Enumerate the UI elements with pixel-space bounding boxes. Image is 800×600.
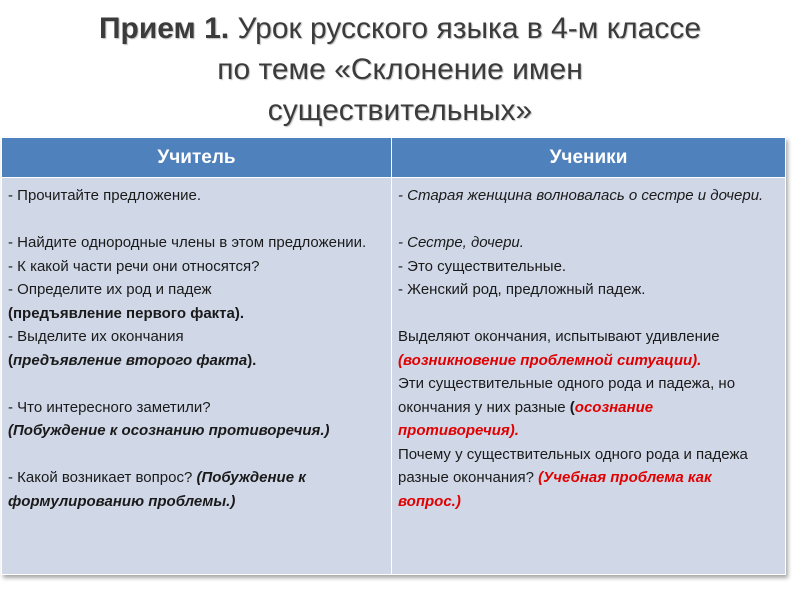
teacher-line-with-note [8, 466, 383, 513]
student-note-red: (Учебная проблема как вопрос.) [398, 469, 712, 510]
student-note-red: осознание противоречия). [398, 398, 654, 439]
spacer [398, 208, 777, 232]
spacer [8, 208, 383, 232]
student-line: - Сестре, дочери. [398, 234, 524, 251]
teacher-line: - Прочитайте предложение. [8, 187, 202, 204]
teacher-line: - Выделите их окончания [8, 328, 184, 345]
title-line-2: по теме «Склонение имен [217, 53, 583, 86]
student-line-with-note [398, 325, 777, 372]
spacer [398, 302, 777, 326]
teacher-line: - Что интересного заметили? [8, 398, 211, 416]
teacher-note: (предъявление первого факта). [8, 304, 245, 322]
students-cell [392, 178, 786, 575]
student-note-red: (возникновение проблемной ситуации). [398, 351, 702, 369]
paren-close: ). [247, 351, 257, 369]
spacer [8, 443, 383, 467]
student-line: - Женский род, предложный падеж. [398, 281, 646, 298]
slide-title [0, 8, 800, 131]
table-header-row [2, 138, 786, 178]
teacher-note: (Побуждение к осознанию противоречия.) [8, 422, 330, 439]
student-line-with-note [398, 443, 777, 514]
lesson-table [1, 137, 786, 575]
paren-open: ( [569, 398, 575, 416]
teacher-note-line [8, 349, 383, 373]
teacher-line: - Какой возникает вопрос? [8, 469, 197, 486]
teacher-line: - Определите их род и падеж [8, 281, 212, 298]
teacher-line: - Найдите однородные члены в этом предложении. [8, 234, 367, 251]
teacher-note: предъявление второго факта [13, 351, 248, 369]
student-line: Выделяют окончания, испытывают удивление [398, 328, 720, 345]
spacer [8, 372, 383, 396]
header-students: Ученики [392, 138, 786, 178]
table-row [2, 178, 786, 575]
student-line: - Старая женщина волновалась о сестре и дочери. [398, 187, 764, 204]
title-line1-text: Урок русского языка в 4-м классе [229, 12, 702, 45]
title-prefix: Прием 1. [98, 12, 230, 45]
teacher-note: (Побуждение к формулированию проблемы.) [8, 469, 306, 510]
teacher-cell [2, 178, 392, 575]
student-line: - Это существительные. [398, 257, 567, 275]
student-line: Эти существительные одного рода и падежа, но окончания у них разные [398, 375, 736, 416]
title-line-1 [0, 8, 800, 49]
header-teacher: Учитель [2, 138, 392, 178]
teacher-line: - К какой части речи они относятся? [8, 257, 260, 275]
paren-open: ( [8, 351, 13, 369]
student-line: Почему у существительных одного рода и падежа разные окончания? [398, 445, 748, 486]
student-line-with-note [398, 372, 777, 443]
title-line-3: существительных» [267, 94, 533, 127]
